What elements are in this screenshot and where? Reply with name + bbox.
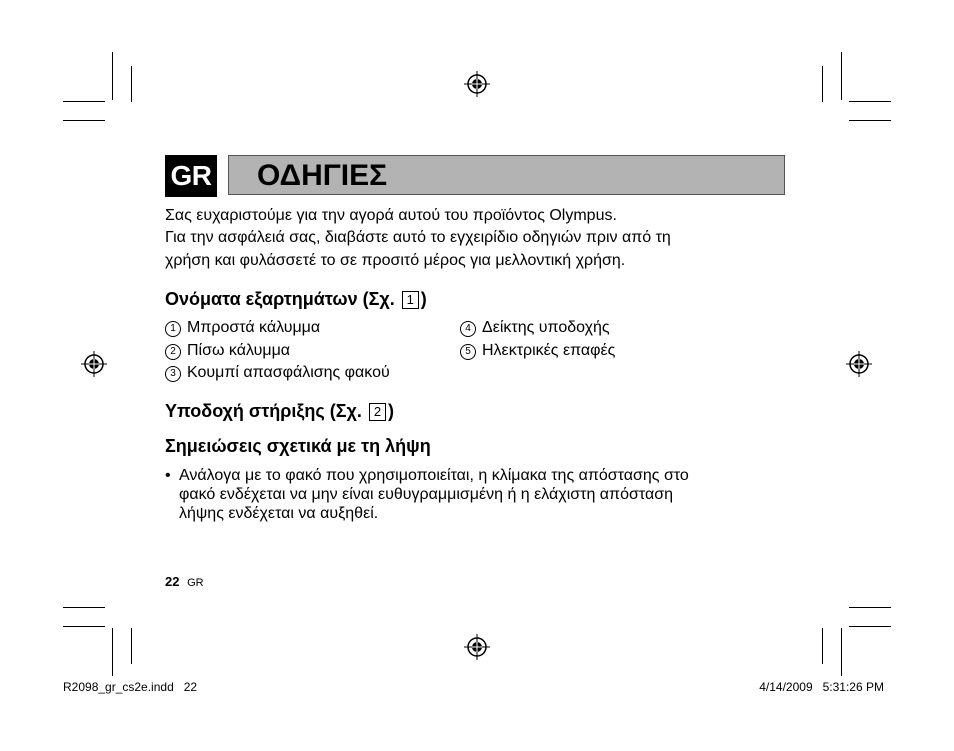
item-label: Μπροστά κάλυμμα — [187, 319, 321, 336]
registration-mark-icon — [846, 351, 872, 377]
crop-mark — [63, 101, 105, 102]
registration-mark-icon — [81, 351, 107, 377]
item-label: Δείκτης υποδοχής — [482, 319, 610, 336]
item-number: 5 — [460, 344, 476, 360]
crop-mark — [131, 628, 132, 664]
parts-heading — [165, 287, 427, 311]
crop-mark — [849, 607, 891, 608]
list-item — [460, 340, 615, 363]
notes-bullet — [165, 466, 785, 523]
list-item — [165, 317, 390, 340]
crop-mark — [849, 626, 891, 627]
parts-list-right — [460, 317, 615, 362]
crop-mark — [841, 52, 842, 100]
notes-heading: Σημειώσεις σχετικά με τη λήψη — [165, 436, 431, 456]
note-line: φακό ενδέχεται να μην είναι ευθυγραμμισμένη ή η ελάχιστη απόσταση — [179, 486, 673, 503]
item-label: Ηλεκτρικές επαφές — [482, 341, 616, 359]
mount-heading-close: ) — [387, 401, 394, 421]
title-bar — [228, 155, 785, 195]
intro-line: χρήση και φυλάσσετέ το σε προσιτό μέρος για μελλοντική χρήση. — [165, 252, 626, 269]
list-item — [460, 317, 615, 340]
page-lang: GR — [187, 577, 204, 589]
crop-mark — [112, 52, 113, 100]
mount-heading — [165, 399, 394, 423]
crop-mark — [63, 607, 105, 608]
print-slug-file: R2098_gr_cs2e.indd 22 — [63, 680, 198, 694]
list-item — [165, 362, 390, 385]
crop-mark — [849, 101, 891, 102]
figure-ref-box: 1 — [402, 291, 419, 309]
parts-heading-text: Ονόματα εξαρτημάτων (Σχ. — [165, 289, 395, 309]
parts-list-left — [165, 317, 390, 385]
crop-mark — [63, 626, 105, 627]
crop-mark — [63, 120, 105, 121]
note-line: λήψης ενδέχεται να αυξηθεί. — [179, 505, 379, 522]
item-label: Κουμπί απασφάλισης φακού — [187, 364, 390, 381]
registration-mark-icon — [464, 634, 490, 660]
page-footer — [165, 574, 204, 591]
mount-heading-text: Υποδοχή στήριξης (Σχ. — [165, 401, 362, 421]
crop-mark — [131, 66, 132, 102]
crop-mark — [112, 628, 113, 676]
crop-mark — [822, 66, 823, 102]
note-line: Ανάλογα με το φακό που χρησιμοποιείται, η κλίμακα της απόστασης στο — [179, 467, 689, 484]
parts-heading-close: ) — [420, 289, 427, 309]
crop-mark — [822, 628, 823, 664]
list-item — [165, 340, 390, 363]
page-number: 22 — [165, 574, 180, 589]
item-number: 1 — [165, 321, 181, 337]
language-badge: GR — [165, 155, 217, 197]
item-number: 3 — [165, 366, 181, 382]
crop-mark — [841, 628, 842, 676]
item-number: 2 — [165, 344, 181, 360]
print-slug-date: 4/14/2009 5:31:26 PM — [759, 680, 884, 694]
item-label: Πίσω κάλυμμα — [187, 341, 291, 359]
figure-ref-box: 2 — [369, 403, 386, 421]
bullet-mark: • — [165, 467, 171, 484]
page-title: ΟΔΗΓΙΕΣ — [257, 159, 388, 192]
intro-line: Σας ευχαριστούμε για την αγορά αυτού του προϊόντος Olympus. — [165, 207, 617, 224]
intro-line: Για την ασφάλειά σας, διαβάστε αυτό το εγχειρίδιο οδηγιών πριν από τη — [165, 229, 671, 246]
crop-mark — [849, 120, 891, 121]
item-number: 4 — [460, 321, 476, 337]
registration-mark-icon — [464, 71, 490, 97]
